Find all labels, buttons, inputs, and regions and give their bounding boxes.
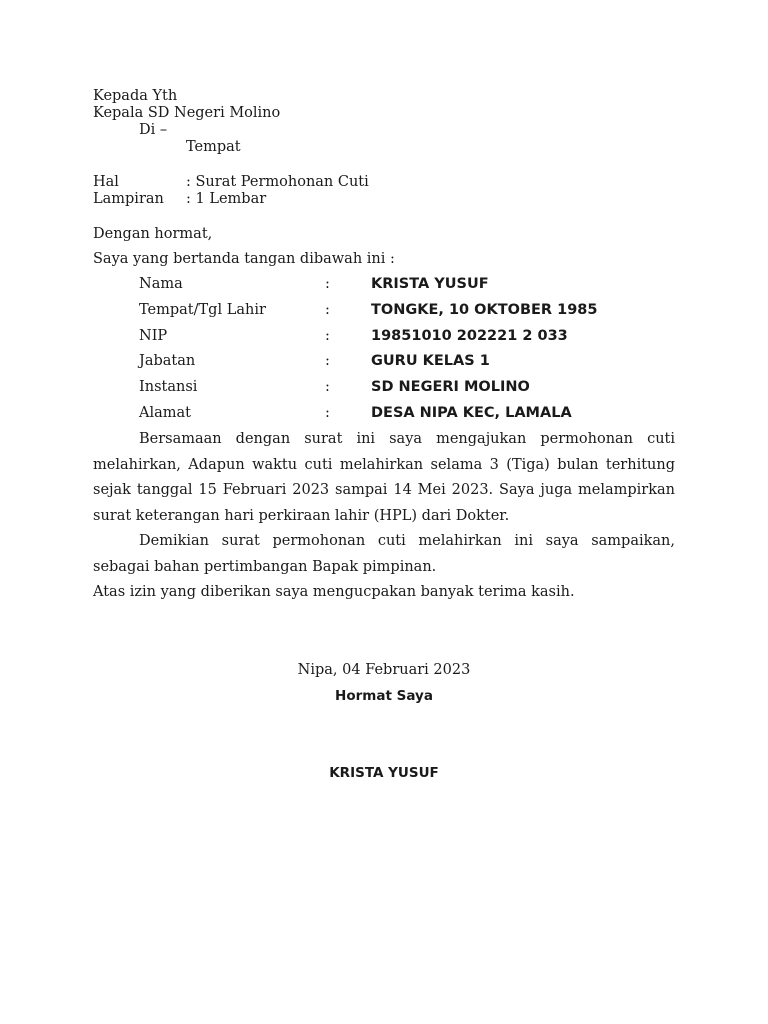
field-row-nama (0, 274, 768, 294)
hal-value: : Surat Permohonan Cuti (186, 174, 369, 190)
field-row-instansi (0, 377, 768, 397)
letter-body (93, 427, 675, 606)
field-colon: : (325, 353, 330, 369)
field-value: DESA NIPA KEC, LAMALA (371, 405, 572, 421)
field-label: NIP (139, 328, 168, 344)
hal-label: Hal (93, 174, 119, 190)
lampiran-value: : 1 Lembar (186, 191, 267, 207)
field-value: GURU KELAS 1 (371, 353, 490, 369)
body-paragraph-1: Bersamaan dengan surat ini saya mengajukan permohonan cuti melahirkan, Adapun waktu cuti melahirkan selama 3 (Tiga) bulan terhitung sejak tanggal 15 Februari 2023 sampai 14 Mei 2023. Saya juga melampirkan surat keterangan hari perkiraan lahir (HPL) dari Dokter. (93, 431, 675, 524)
field-row-jabatan (0, 351, 768, 371)
field-colon: : (325, 302, 330, 318)
field-colon: : (325, 276, 330, 292)
field-colon: : (325, 405, 330, 421)
field-row-nip (0, 326, 768, 346)
field-label: Jabatan (139, 353, 196, 369)
address-line-4: Tempat (186, 139, 241, 155)
field-label: Instansi (139, 379, 198, 395)
intro-text: Saya yang bertanda tangan dibawah ini : (93, 251, 395, 267)
field-label: Tempat/Tgl Lahir (139, 302, 266, 318)
field-value: TONGKE, 10 OKTOBER 1985 (371, 302, 598, 318)
field-colon: : (325, 328, 330, 344)
closing-sentence: Atas izin yang diberikan saya mengucpakan banyak terima kasih. (93, 584, 575, 600)
field-label: Nama (139, 276, 183, 292)
address-line-1: Kepada Yth (93, 88, 178, 104)
field-value: SD NEGERI MOLINO (371, 379, 530, 395)
field-value: KRISTA YUSUF (371, 276, 489, 292)
regards: Hormat Saya (335, 688, 433, 704)
body-paragraph-2: Demikian surat permohonan cuti melahirkan ini saya sampaikan, sebagai bahan pertimbangan Bapak pimpinan. (93, 533, 675, 575)
field-row-alamat (0, 403, 768, 423)
lampiran-label: Lampiran (93, 191, 164, 207)
signer-name: KRISTA YUSUF (329, 765, 439, 781)
address-line-2: Kepala SD Negeri Molino (93, 105, 281, 121)
field-value: 19851010 202221 2 033 (371, 328, 568, 344)
greeting: Dengan hormat, (93, 226, 213, 242)
field-label: Alamat (139, 405, 191, 421)
address-line-3: Di – (139, 122, 168, 138)
place-date: Nipa, 04 Februari 2023 (297, 662, 471, 678)
field-row-tempat-tgl-lahir (0, 300, 768, 320)
field-colon: : (325, 379, 330, 395)
